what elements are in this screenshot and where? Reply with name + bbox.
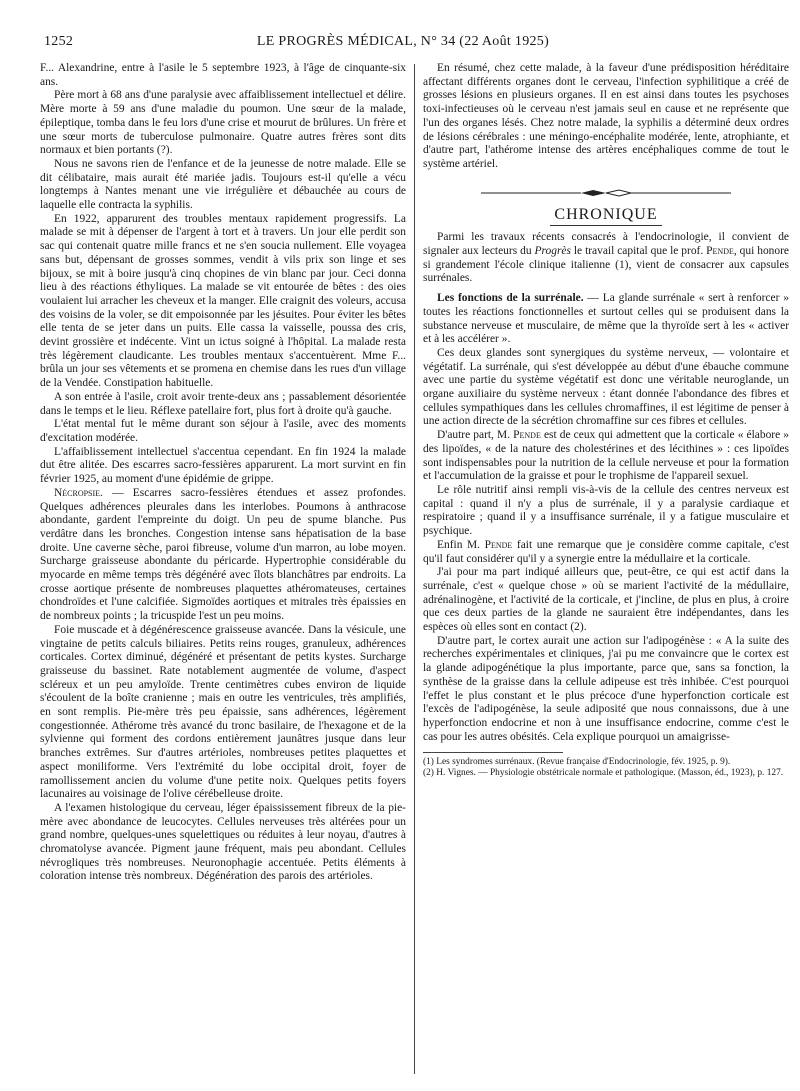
histology-findings: A l'examen histologique du cerveau, léger épaississement fibreux de la pie-mère avec abondance de leucocytes. Cellules nerveuses très altérées pour un grand nombre, quelques-unes squelettiques ou réduites à leur noyau, d'autres à chromatolyse avancée. Pigment jaune fréquent, mais peu abondant. Cellules névrogliques très nombreuses. Neuronophagie accentuée. Petits éléments à coloration intense très nombreux. Dégénération des parois des artérioles.: [40, 801, 406, 883]
journal-ref: Progrès: [534, 245, 571, 258]
disease-onset: En 1922, apparurent des troubles mentaux rapidement progressifs. La malade se mit à dépenser de l'argent à tort et à travers. Un jour elle perdit son sac qui contenait quatre mille francs et ne s'en soucia nullement. Elle voyagea sans but, dépensant de grosses sommes, vendit à vils prix son linge et ses bijoux, se mit à boire jusqu'à cinq chopines de vin blanc par jour. Ceci donna lieu à des réactions éthyliques. La malade se vit entourée de bêtes : des oies voulaient lui arracher les cheveux et la manger. Elle craignit des voleurs, accusa des voisins de la voler, se dit empoisonnée par les jésuites. Pour éviter les bêtes elle tenta de se jeter dans un puits. Elle cassa la vaisselle, poussa des cris, devint grossière et indécente. Vint un ictus soigné à l'hôpital. La malade resta très légèrement claudicante. Les troubles mentaux s'accentuèrent. Mme F... brûla un jour ses vêtements et se promena en chemise dans les rues d'un village de la Vendée. Constipation habituelle.: [40, 212, 406, 390]
footnote-1: (1) Les syndromes surrénaux. (Revue française d'Endocrinologie, fév. 1925, p. 9).: [423, 757, 731, 768]
personal-history: Nous ne savons rien de l'enfance et de la jeunesse de notre malade. Elle se dit célibataire, mais aurait été mariée jadis. Toujours est-il qu'elle a vécu longtemps à Nantes menant une vie irrégulière et débauchée au cours de laquelle elle contracta la syphilis.: [40, 157, 406, 212]
footnote-rule: [423, 752, 563, 753]
necropsy-text: — Escarres sacro-fessières étendues et assez profondes. Quelques adhérences pleurales dans les interlobes. Poumons à anthracose abondante, gardent l'empreinte du doigt. Un peu de spume blanche. Pus verdâtre dans les bronches. Congestion intense sans hépatisation de la base droite. Une caverne sèche, paroi fibreuse, volume d'un marron, au lobe moyen. Surcharge graisseuse abondante du péricarde. Hypertrophie considérable du myocarde en même temps très dégénéré avec îlots blanchâtres par endroits. La crosse aortique présente de nombreuses plaquettes athéromateuses, certaines chondroïdes et l'une calcifiée. Sigmoïdes aortiques et mitrales très épaissies en de nombreux points ; la tricuspide l'est un peu moins.: [40, 486, 406, 623]
chronique-intro: Parmi les travaux récents consacrés à l'endocrinologie, il convient de signaler aux lecteurs du Progrès le travail capital que le prof. Pende, qui honore si grandement l'école clinique italienne (1), vient de consacrer aux capsules surrénales.: [423, 231, 789, 285]
death-account: L'affaiblissement intellectuel s'accentua cependant. En fin 1924 la malade dut être alitée. Des escarres sacro-fessières apparurent. La mort survint en fin février 1925, au moment d'une épidémie de grippe.: [40, 445, 406, 486]
footnote-2: (2) H. Vignes. — Physiologie obstétricale normale et pathologique. (Masson, éd., 1923), p. 127.: [423, 768, 784, 779]
right-column: [423, 62, 789, 779]
divider-ornament: [481, 188, 731, 198]
running-header: [44, 34, 762, 54]
subsection-title: Les fonctions de la surrénale.: [437, 292, 584, 305]
case-summary: En résumé, chez cette malade, à la faveur d'une prédisposition héréditaire affectant différents organes dont le cerveau, l'infection syphilitique a créé de grosses lésions en plusieurs organes. Il en est ainsi dans toutes les psychoses toxi-infectieuses où le cerveau n'est jamais seul en cause et ne représente que l'un des organes lésés. Chez notre malade, la syphilis a déterminé deux ordres de lésions cérébrales : une méningo-encéphalite modérée, lente, atrophiante, et d'autre part, l'athérome intense des artères encéphaliques comme de tout le système artériel.: [423, 62, 789, 170]
nutritive-role: Le rôle nutritif ainsi rempli vis-à-vis de la cellule des centres nerveux est capital : quand il n'y a plus de surrénale, il y a paralysie cardiaque et respiratoire ; quand il y a insuffisance surrénale, il y a fatigue musculaire et psychique.: [423, 483, 789, 538]
mental-state: L'état mental fut le même durant son séjour à l'asile, avec des moments d'excitation modérée.: [40, 418, 406, 444]
admission-status: A son entrée à l'asile, croit avoir trente-deux ans ; passablement désorientée dans le temps et le lieu. Réflexe patellaire fort, plus fort à droite qu'à gauche.: [40, 390, 406, 417]
column-divider: [414, 64, 415, 1074]
section-heading: [423, 205, 789, 223]
author-opinion: J'ai pour ma part indiqué ailleurs que, peut-être, ce qui est actif dans la surrénale, c'est « quelque chose » où se marient l'activité de la médullaire, adrénalinogène, et l'activité de la corticale, et j'incline, de plus en plus, à croire que ces deux parties de la glande ne sauraient être indépendantes, dans les espèces où elles sont en contact (2).: [423, 566, 789, 634]
section-title: CHRONIQUE: [550, 206, 661, 226]
cortical-paragraph: D'autre part, M. Pende est de ceux qui admettent que la corticale « élabore » des lipoïdes, « de la nature des cholestérines et des lécithines » : ces lipoïdes sont indispensables pour la nutrition de la cellule nerveuse et pour la formation et l'accumulation de la graisse et pour le trophisme de l'appareil sexuel.: [423, 429, 789, 483]
journal-title: LE PROGRÈS MÉDICAL, N° 34 (22 Août 1925): [256, 34, 550, 49]
necropsy-paragraph: [40, 487, 406, 624]
left-column: [40, 62, 406, 884]
organ-findings: Foie muscade et à dégénérescence graisseuse avancée. Dans la vésicule, une vingtaine de petits calculs biliaires. Petits reins rouges, granuleux, adhérences corticales. Cortex diminué, dégénéré et présentant de petits kystes. Surcharge graisseuse du bassinet. Rate notablement augmentée de volume, d'aspect scléreux et un peu amyloïde. Trente centimètres cubes environ de liquide s'écoulent de la boîte cranienne ; mais en outre les ventricules, très amplifiés, en sont remplis. Pie-mère très peu épaissie, sans adhérences, légèrement congestionnée. Athérome très avancé du tronc basilaire, de l'hexagone et de la sylvienne qui forment des cordons entièrement jaunâtres jusque dans leur branches extrêmes. Sur d'autres artérioles, nombreuses petites plaquettes et aspect moniliforme. Vers l'extrémité du lobe occipital droit, foyer de ramollissement ancien du volume d'une petite noix. Quelques petits foyers lacunaires au voisinage de l'olive cérébelleuse droite.: [40, 623, 406, 801]
surrenal-functions: Les fonctions de la surrénale. — La glande surrénale « sert à renforcer » toutes les réactions fonctionnelles et surtout celles qui se produisent dans la substance nerveuse et musculaire, de même que la thyroïde sert à les « activer et à les accélérer ».: [423, 292, 789, 346]
page-number: 1252: [44, 34, 74, 49]
synergy-paragraph: Ces deux glandes sont synergiques du système nerveux, — volontaire et végétatif. La surrénale, qui s'est développée au début d'une ébauche commune avec une partie du système végétatif est donc une véritable neuroglande, un organe auxiliaire du système nerveux : étant donnée l'abondance des fibres et cellules sympathiques dans les cellules chromaffines, il est légitime de penser à une action directe de la sécrétion chromaffine sur ces fibres et cellules.: [423, 346, 789, 428]
patient-intro: F... Alexandrine, entre à l'asile le 5 septembre 1923, à l'âge de cinquante-six ans.: [40, 62, 406, 88]
remark-paragraph: Enfin M. Pende fait une remarque que je considère comme capitale, c'est qu'il faut considérer qu'il y a synergie entre la médullaire et la corticale.: [423, 538, 789, 565]
family-history: Père mort à 68 ans d'une paralysie avec affaiblissement intellectuel et délire. Mère morte à 59 ans d'une maladie du poumon. Une sœur de la malade, épileptique, tomba dans le feu lors d'une crise et mourut de brûlures. Un frère et une sœur morts de tuberculose pulmonaire. Quatre autres frères sont dits normaux et bien portants (?).: [40, 89, 406, 157]
necropsy-label: Nécropsie.: [54, 486, 103, 499]
adipogenesis-paragraph: D'autre part, le cortex aurait une action sur l'adipogénèse : « A la suite des recherches expérimentales et cliniques, j'ai pu me convaincre que le cortex est la glande adipogénétique la plus importante, parce que, sans sa fonction, la synthèse de la graisse dans la cellule adipeuse est très inhibée. C'est pourquoi l'effet le plus constant et le plus précoce d'une hyperfonction corticale est l'excès de l'adipogénèse, la seule adiposité que nous connaissons, due à une hyperfonction endocrine et non à une insuffisance endocrine, comme c'est le cas pour les autres obésités. Cela explique pourquoi un amaigrisse-: [423, 634, 789, 743]
author-name: Pende: [706, 245, 734, 258]
